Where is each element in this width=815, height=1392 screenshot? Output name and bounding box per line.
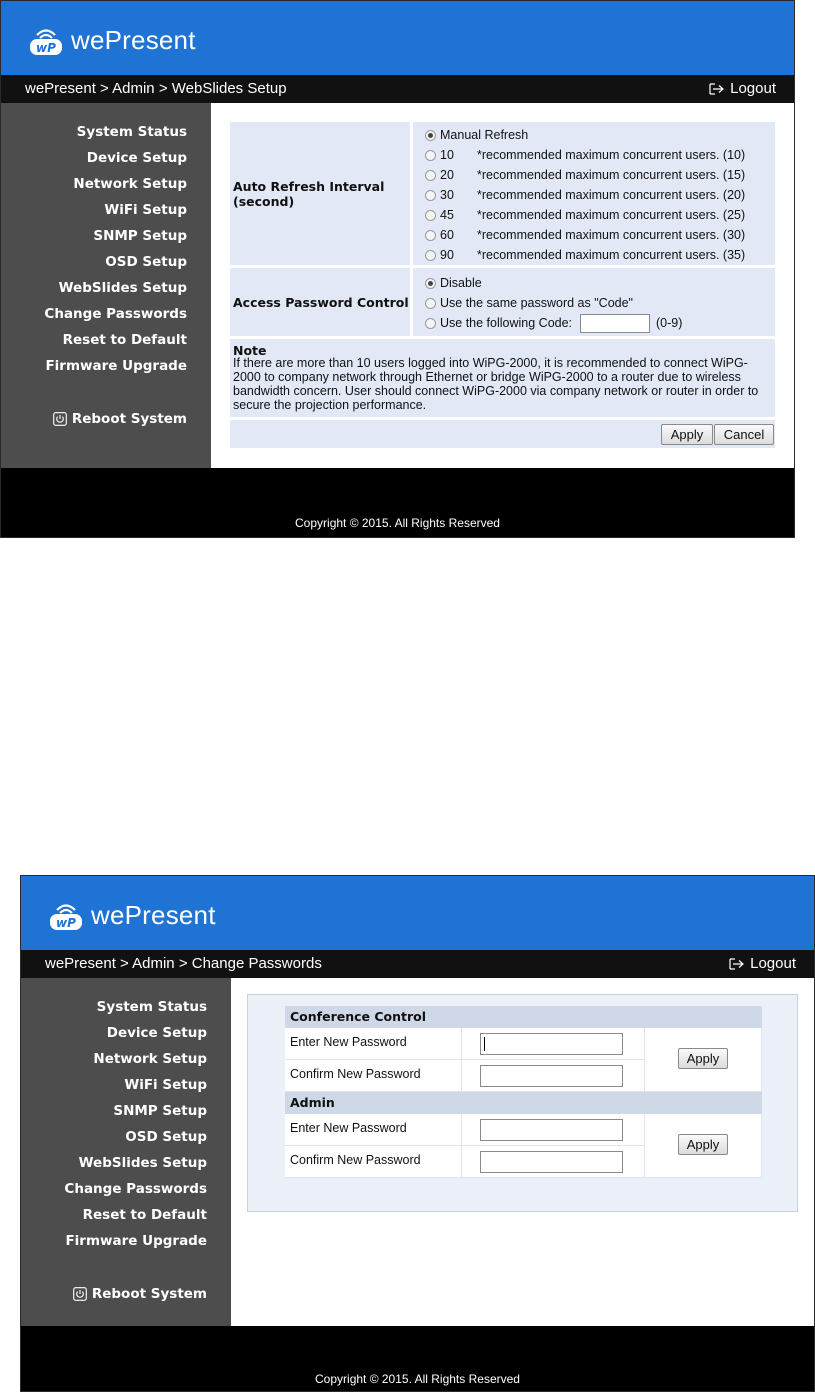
access-radio-same-code[interactable] [425, 298, 436, 309]
note-cell [230, 339, 775, 417]
sidebar-item-reboot-system[interactable] [53, 411, 187, 427]
sidebar-item-osd-setup[interactable]: OSD Setup [105, 254, 187, 270]
sidebar-item-device-setup[interactable]: Device Setup [106, 1025, 207, 1041]
sidebar-item-firmware-upgrade[interactable]: Firmware Upgrade [65, 1233, 207, 1249]
refresh-label-cell [230, 122, 410, 265]
enter-password-cell [462, 1114, 645, 1146]
footer [21, 1326, 814, 1392]
conference-confirm-password-input[interactable] [480, 1065, 623, 1087]
sidebar-item-firmware-upgrade[interactable]: Firmware Upgrade [45, 358, 187, 374]
logout-link[interactable] [709, 80, 776, 97]
refresh-radio-90[interactable] [425, 250, 436, 261]
refresh-radio-60[interactable] [425, 230, 436, 241]
access-options-cell [413, 268, 775, 336]
svg-text:wP: wP [36, 40, 56, 55]
brand-logo[interactable] [47, 900, 216, 931]
sidebar-item-reboot-system[interactable] [73, 1286, 207, 1302]
reboot-label: Reboot System [71, 411, 187, 427]
cancel-button[interactable]: Cancel [714, 424, 774, 445]
admin-apply-cell [645, 1114, 762, 1178]
sidebar-item-network-setup[interactable]: Network Setup [93, 1051, 207, 1067]
password-panel [247, 994, 798, 1212]
confirm-password-cell [462, 1060, 645, 1092]
sidebar-item-device-setup[interactable]: Device Setup [86, 150, 187, 166]
refresh-option-label: 30 [440, 188, 454, 202]
code-input[interactable] [580, 314, 650, 333]
reboot-label: Reboot System [91, 1286, 207, 1302]
sidebar-item-snmp-setup[interactable]: SNMP Setup [113, 1103, 207, 1119]
refresh-options-cell [413, 122, 775, 265]
note-text: If there are more than 10 users logged into WiPG-2000, it is recommended to connect WiPG-2000 to company network through Ethernet or bridge WiPG-2000 to a router due to wireless bandwidth concern. User should connect WiPG-2000 via company network or router in order to secure the projection performance. [233, 356, 759, 412]
button-row [230, 420, 775, 448]
breadcrumb-bar [21, 950, 814, 978]
brand-name: wePresent [91, 900, 216, 930]
sidebar-item-system-status[interactable]: System Status [96, 999, 207, 1015]
refresh-radio-30[interactable] [425, 190, 436, 201]
refresh-label: Auto Refresh Interval (second) [233, 179, 385, 209]
refresh-option-label: 45 [440, 208, 454, 222]
admin-confirm-password-input[interactable] [480, 1151, 623, 1173]
main-content [231, 978, 814, 1326]
sidebar-item-wifi-setup[interactable]: WiFi Setup [104, 202, 187, 218]
refresh-option-label: 90 [440, 248, 454, 262]
refresh-option-label: 20 [440, 168, 454, 182]
refresh-radio-20[interactable] [425, 170, 436, 181]
sidebar-item-webslides-setup[interactable]: WebSlides Setup [78, 1155, 207, 1171]
enter-password-label: Enter New Password [285, 1114, 462, 1146]
webslides-setup-screen [0, 0, 795, 538]
conference-apply-cell [645, 1028, 762, 1092]
refresh-option-note: *recommended maximum concurrent users. (25) [477, 208, 746, 222]
header-banner [21, 876, 814, 950]
refresh-option-label: Manual Refresh [440, 128, 529, 142]
access-label-cell [230, 268, 410, 336]
logout-arrow-icon [709, 83, 725, 95]
wifi-logo-icon [27, 26, 65, 56]
code-hint: (0-9) [656, 316, 683, 330]
refresh-option-note: *recommended maximum concurrent users. (15) [477, 168, 746, 182]
refresh-radio-10[interactable] [425, 150, 436, 161]
copyright: Copyright © 2015. All Rights Reserved [295, 516, 500, 530]
enter-password-cell [462, 1028, 645, 1060]
conference-apply-button[interactable]: Apply [678, 1048, 728, 1069]
sidebar-item-network-setup[interactable]: Network Setup [73, 176, 187, 192]
access-label: Access Password Control [233, 295, 409, 310]
brand-logo[interactable] [27, 25, 196, 56]
sidebar-nav [1, 103, 211, 468]
breadcrumb-bar [1, 75, 794, 103]
sidebar-item-webslides-setup[interactable]: WebSlides Setup [58, 280, 187, 296]
change-passwords-screen [20, 875, 815, 1392]
footer [1, 468, 794, 538]
sidebar-item-osd-setup[interactable]: OSD Setup [125, 1129, 207, 1145]
refresh-option-note: *recommended maximum concurrent users. (35) [477, 248, 746, 262]
conference-enter-password-input[interactable] [480, 1033, 623, 1055]
breadcrumb: wePresent > Admin > Change Passwords [45, 955, 322, 972]
sidebar-item-change-passwords[interactable]: Change Passwords [44, 306, 187, 322]
sidebar-item-reset-to-default[interactable]: Reset to Default [82, 1207, 207, 1223]
sidebar-item-snmp-setup[interactable]: SNMP Setup [93, 228, 187, 244]
refresh-option-label: 60 [440, 228, 454, 242]
access-option-label: Disable [440, 276, 482, 290]
apply-button[interactable]: Apply [661, 424, 713, 445]
refresh-option-note: *recommended maximum concurrent users. (20) [477, 188, 746, 202]
confirm-password-label: Confirm New Password [285, 1146, 462, 1178]
breadcrumb: wePresent > Admin > WebSlides Setup [25, 80, 287, 97]
refresh-option-note: *recommended maximum concurrent users. (30) [477, 228, 746, 242]
logout-link[interactable] [729, 955, 796, 972]
power-icon [73, 1287, 87, 1301]
sidebar-item-system-status[interactable]: System Status [76, 124, 187, 140]
brand-name: wePresent [71, 25, 196, 55]
svg-text:wP: wP [56, 915, 76, 930]
section-header-conference: Conference Control [285, 1006, 762, 1028]
confirm-password-cell [462, 1146, 645, 1178]
sidebar-item-wifi-setup[interactable]: WiFi Setup [124, 1077, 207, 1093]
sidebar-nav [21, 978, 231, 1326]
logout-label: Logout [730, 80, 776, 97]
access-radio-disable[interactable] [425, 278, 436, 289]
refresh-radio-45[interactable] [425, 210, 436, 221]
wifi-logo-icon [47, 901, 85, 931]
access-option-label: Use the same password as "Code" [440, 296, 633, 310]
access-option-label: Use the following Code: [440, 316, 573, 330]
confirm-password-label: Confirm New Password [285, 1060, 462, 1092]
admin-enter-password-input[interactable] [480, 1119, 623, 1141]
enter-password-label: Enter New Password [285, 1028, 462, 1060]
admin-apply-button[interactable]: Apply [678, 1134, 728, 1155]
text-cursor [484, 1037, 485, 1051]
section-header-admin: Admin [285, 1092, 762, 1114]
power-icon [53, 412, 67, 426]
note-title: Note [233, 343, 267, 358]
main-content [211, 103, 794, 468]
sidebar-item-change-passwords[interactable]: Change Passwords [64, 1181, 207, 1197]
refresh-option-label: 10 [440, 148, 454, 162]
copyright: Copyright © 2015. All Rights Reserved [315, 1372, 520, 1386]
sidebar-item-reset-to-default[interactable]: Reset to Default [62, 332, 187, 348]
access-radio-custom-code[interactable] [425, 318, 436, 329]
logout-label: Logout [750, 955, 796, 972]
refresh-radio-manual[interactable] [425, 130, 436, 141]
logout-arrow-icon [729, 958, 745, 970]
refresh-option-note: *recommended maximum concurrent users. (10) [477, 148, 746, 162]
header-banner [1, 1, 794, 75]
